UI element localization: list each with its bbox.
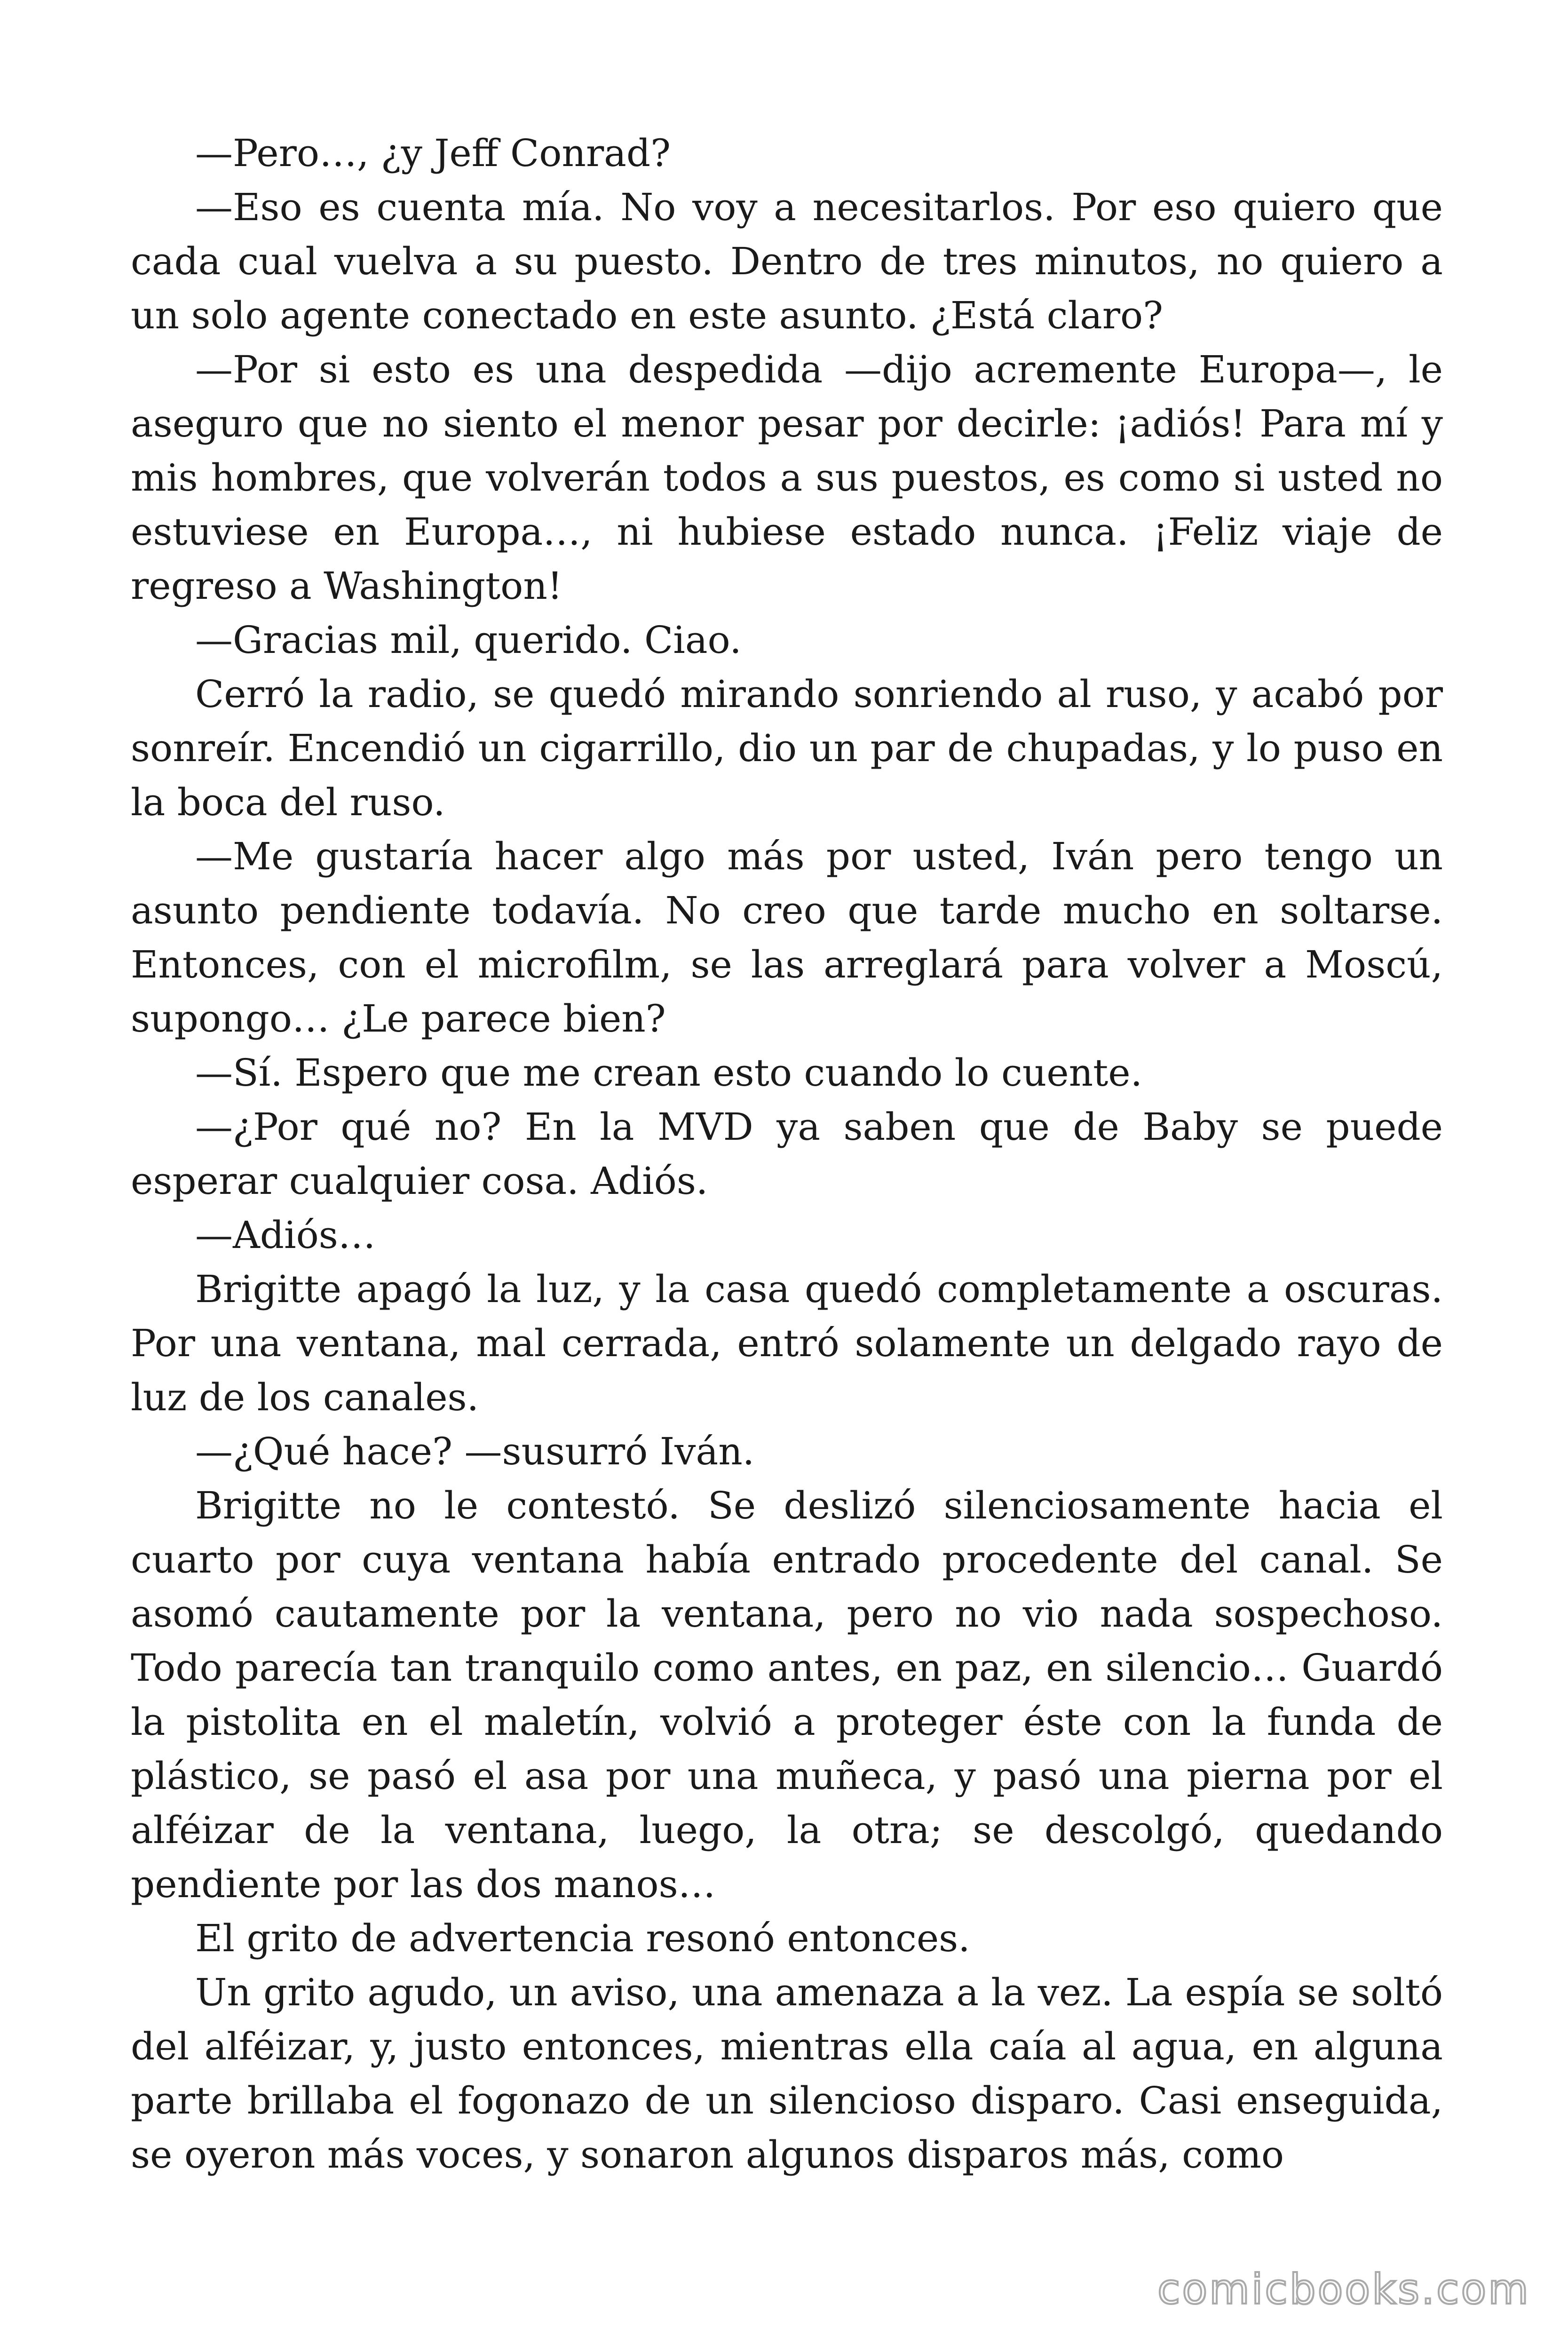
paragraph-2: —Eso es cuenta mía. No voy a necesitarlos. Por eso quiero que cada cual vuelva a su puesto. Dentro de tres minutos, no quiero a un solo agente conectado en este asunto. ¿Está claro? — [131, 185, 1443, 337]
page-text — [131, 126, 1443, 2182]
paragraph-1: —Pero…, ¿y Jeff Conrad? — [195, 131, 671, 175]
paragraph-12: Brigitte no le contestó. Se deslizó silenciosamente hacia el cuarto por cuya ventana había entrado procedente del canal. Se asomó cautamente por la ventana, pero no vio nada sospechoso. Todo parecía tan tranquilo como antes, en paz, en silencio… Guardó la pistolita en el maletín, volvió a proteger éste con la funda de plástico, se pasó el asa por una muñeca, y pasó una pierna por el alféizar de la ventana, luego, la otra; se descolgó, quedando pendiente por las dos manos… — [131, 1484, 1443, 1906]
paragraph-3: —Por si esto es una despedida —dijo acremente Europa—, le aseguro que no siento el menor pesar por decirle: ¡adiós! Para mí y mis hombres, que volverán todos a sus puestos, es como si usted no estuviese en Europa…, ni hubiese estado nunca. ¡Feliz viaje de regreso a Washington! — [131, 348, 1443, 608]
watermark: comicbooks.com — [1157, 2265, 1530, 2313]
paragraph-9: —Adiós… — [195, 1213, 376, 1257]
paragraph-6: —Me gustaría hacer algo más por usted, Iván pero tengo un asunto pendiente todavía. No creo que tarde mucho en soltarse. Entonces, con el microfilm, se las arreglará para volver a Moscú, supongo… ¿Le parece bien? — [131, 834, 1443, 1041]
paragraph-11: —¿Qué hace? —susurró Iván. — [195, 1430, 755, 1473]
paragraph-5: Cerró la radio, se quedó mirando sonriendo al ruso, y acabó por sonreír. Encendió un cigarrillo, dio un par de chupadas, y lo puso en la boca del ruso. — [131, 672, 1443, 824]
paragraph-14: Un grito agudo, un aviso, una amenaza a la vez. La espía se soltó del alféizar, y, justo entonces, mientras ella caía al agua, en alguna parte brillaba el fogonazo de un silencioso disparo. Casi enseguida, se oyeron más voces, y sonaron algunos disparos más, como — [131, 1971, 1443, 2177]
paragraph-7: —Sí. Espero que me crean esto cuando lo cuente. — [195, 1051, 1143, 1095]
paragraph-8: —¿Por qué no? En la MVD ya saben que de Baby se puede esperar cualquier cosa. Adiós. — [131, 1105, 1443, 1203]
paragraph-4: —Gracias mil, querido. Ciao. — [195, 618, 742, 662]
paragraph-13: El grito de advertencia resonó entonces. — [195, 1916, 970, 1960]
paragraph-10: Brigitte apagó la luz, y la casa quedó completamente a oscuras. Por una ventana, mal cerrada, entró solamente un delgado rayo de luz de los canales. — [131, 1267, 1443, 1419]
